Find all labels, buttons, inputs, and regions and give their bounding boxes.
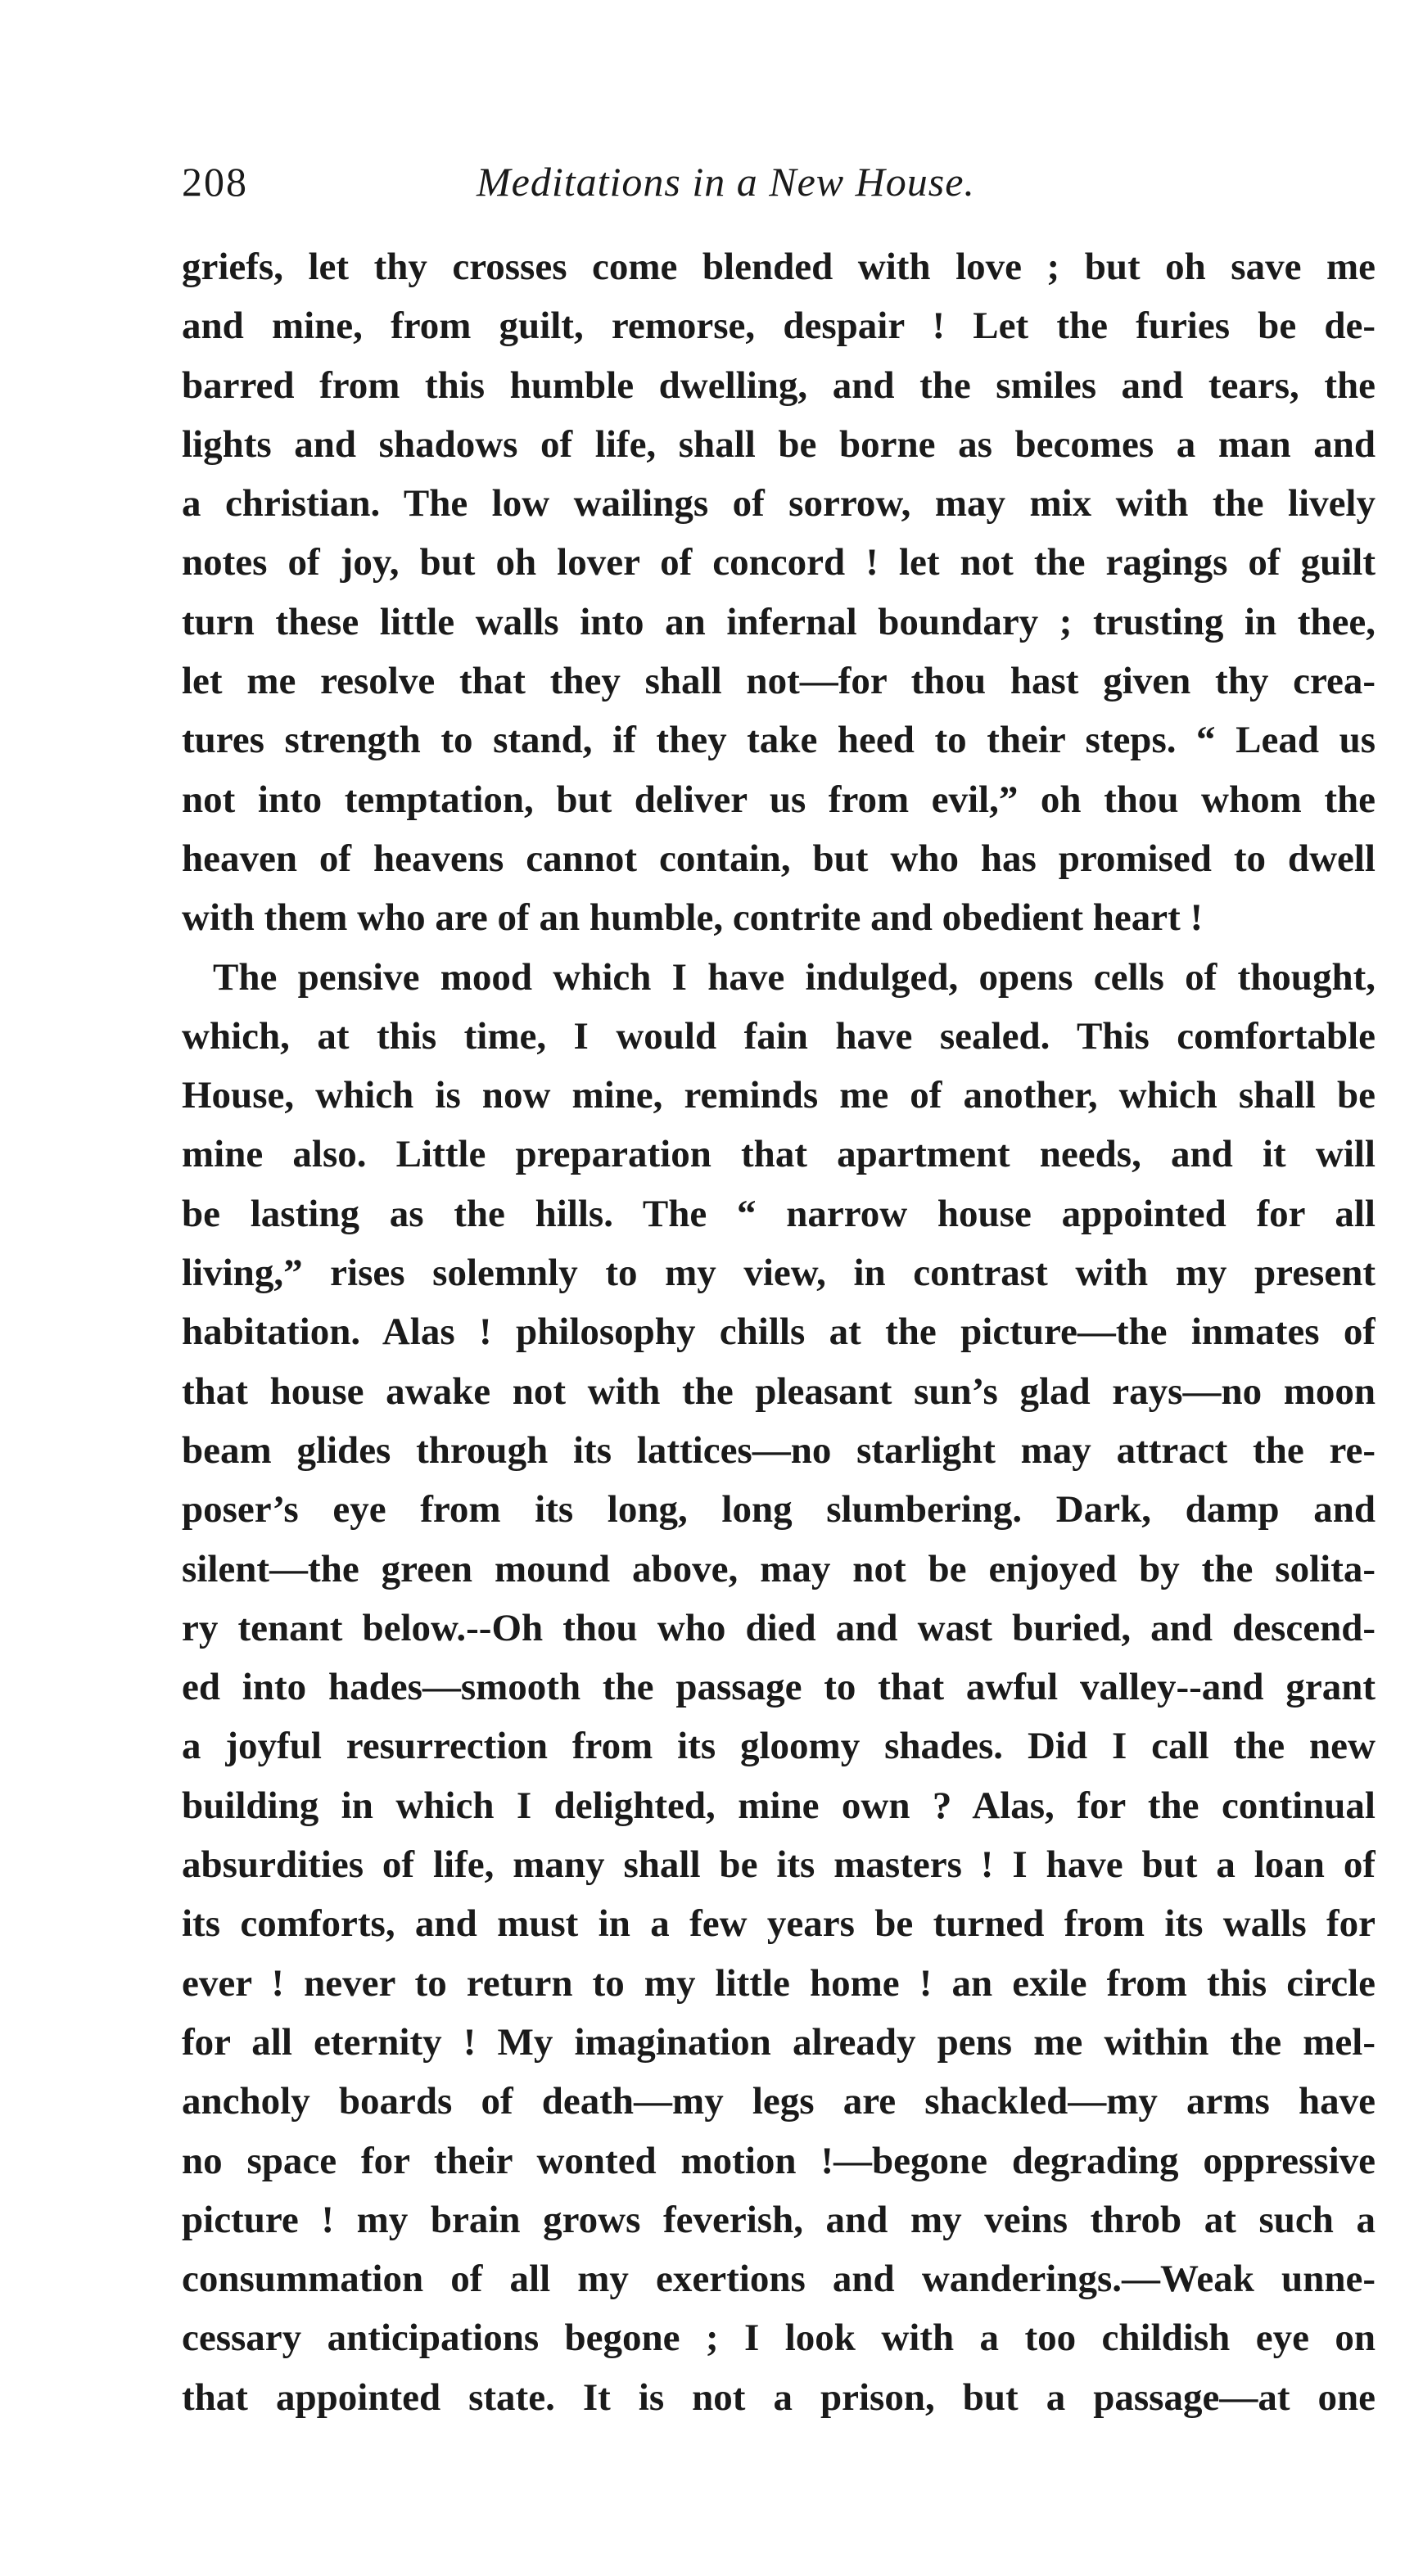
paragraph-first-line: The pensive mood which I have indulged, opens cells of thought, <box>213 955 1376 999</box>
running-title: Meditations in a New House. <box>477 159 975 205</box>
text-line: turn these little walls into an infernal boundary ; trusting in thee, <box>182 600 1376 643</box>
text-line: not into temptation, but deliver us from evil,” oh thou whom the <box>182 778 1376 821</box>
text-line: habitation. Alas ! philosophy chills at the picture—the inmates of <box>182 1311 1376 1354</box>
text-line: with them who are of an humble, contrite and obedient heart ! <box>182 896 1204 940</box>
text-line: cessary anticipations begone ; I look with a too childish eye on <box>182 2317 1376 2360</box>
text-line: a joyful resurrection from its gloomy shades. Did I call the new <box>182 1725 1376 1768</box>
text-line: which, at this time, I would fain have sealed. This comfortable <box>182 1014 1376 1058</box>
text-line: ry tenant below.--Oh thou who died and wast buried, and descend- <box>182 1606 1376 1649</box>
text-line: living,” rises solemnly to my view, in contrast with my present <box>182 1252 1376 1295</box>
text-line: be lasting as the hills. The “ narrow house appointed for all <box>182 1192 1376 1235</box>
text-line: beam glides through its lattices—no starlight may attract the re- <box>182 1428 1376 1472</box>
text-line: building in which I delighted, mine own ? Alas, for the continual <box>182 1784 1376 1827</box>
text-line: House, which is now mine, reminds me of another, which shall be <box>182 1074 1376 1117</box>
text-line: griefs, let thy crosses come blended with love ; but oh save me <box>182 246 1376 288</box>
text-line: ever ! never to return to my little home ! an exile from this circle <box>182 1961 1376 2005</box>
text-line: consummation of all my exertions and wanderings.—Weak unne- <box>182 2258 1376 2301</box>
page-header <box>182 149 1394 214</box>
body-text <box>182 237 1376 2427</box>
text-line: that appointed state. It is not a prison, but a passage—at one <box>182 2375 1376 2419</box>
text-line: let me resolve that they shall not—for thou hast given thy crea- <box>182 660 1376 703</box>
page-number: 208 <box>182 159 248 205</box>
text-line: lights and shadows of life, shall be borne as becomes a man and <box>182 422 1376 466</box>
text-line: a christian. The low wailings of sorrow, may mix with the lively <box>182 482 1376 526</box>
text-line: barred from this humble dwelling, and the smiles and tears, the <box>182 363 1376 407</box>
text-line: mine also. Little preparation that apartment needs, and it will <box>182 1133 1376 1176</box>
text-line: notes of joy, but oh lover of concord ! let not the ragings of guilt <box>182 541 1376 584</box>
text-line: for all eternity ! My imagination already pens me within the mel- <box>182 2020 1376 2064</box>
text-line: ed into hades—smooth the passage to that awful valley--and grant <box>182 1666 1376 1709</box>
text-line: silent—the green mound above, may not be enjoyed by the solita- <box>182 1547 1376 1590</box>
text-line: and mine, from guilt, remorse, despair ! Let the furies be de- <box>182 305 1376 348</box>
text-line: picture ! my brain grows feverish, and my veins throb at such a <box>182 2198 1376 2241</box>
text-line: absurdities of life, many shall be its masters ! I have but a loan of <box>182 1843 1376 1887</box>
text-line: ancholy boards of death—my legs are shackled—my arms have <box>182 2080 1376 2123</box>
text-line: poser’s eye from its long, long slumbering. Dark, damp and <box>182 1488 1376 1532</box>
text-line: no space for their wonted motion !—begone degrading oppressive <box>182 2139 1376 2182</box>
text-line: that house awake not with the pleasant sun’s glad rays—no moon <box>182 1369 1376 1413</box>
text-line: heaven of heavens cannot contain, but who has promised to dwell <box>182 837 1376 880</box>
text-line: its comforts, and must in a few years be turned from its walls for <box>182 1902 1376 1946</box>
text-line: tures strength to stand, if they take heed to their steps. “ Lead us <box>182 719 1376 762</box>
